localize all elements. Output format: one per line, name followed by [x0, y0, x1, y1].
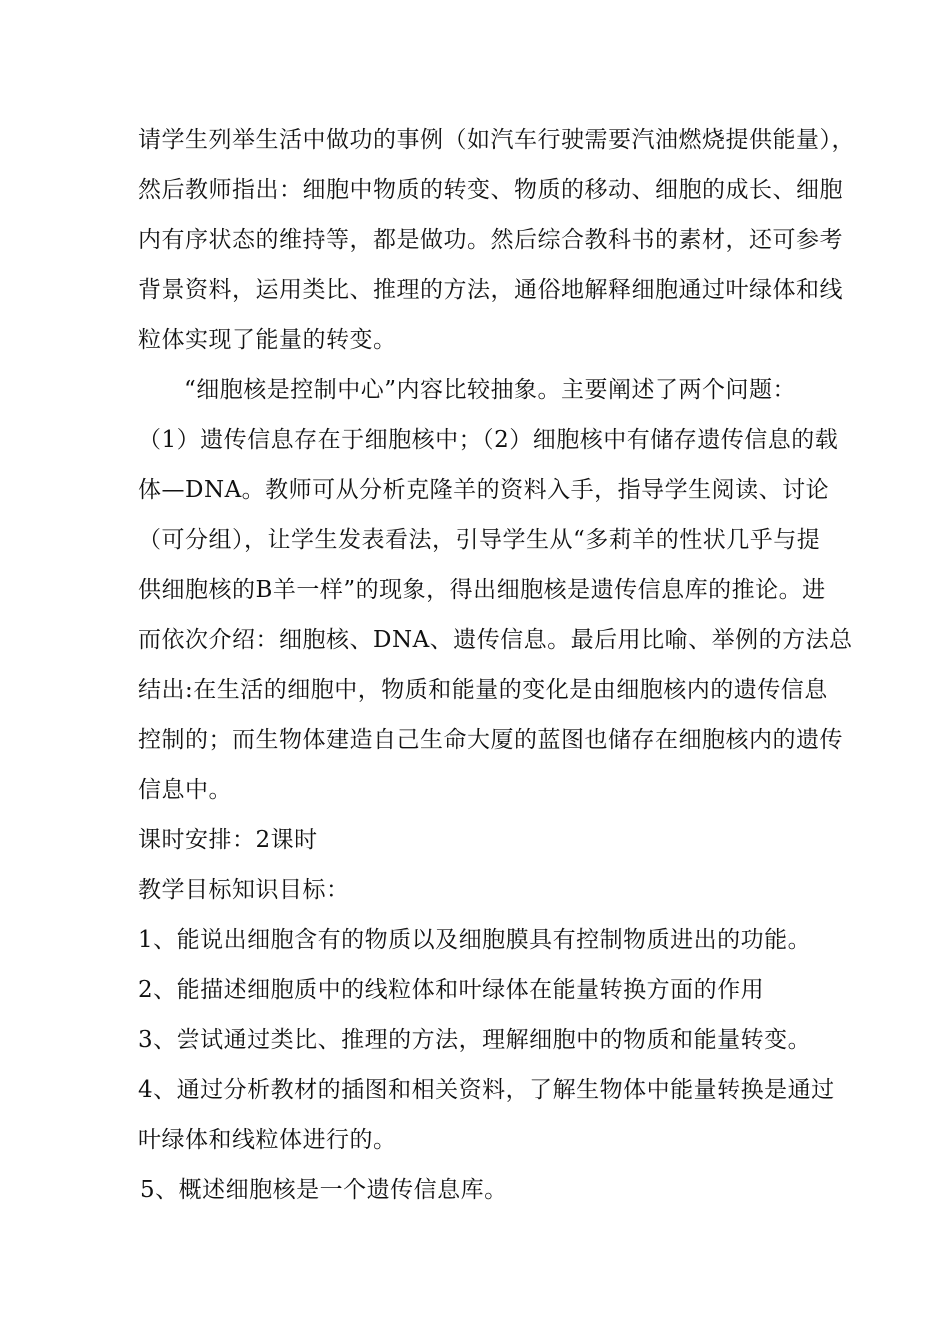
- paragraph-1-line-3: 内有序状态的维持等，都是做功。然后综合教科书的素材，还可参考: [138, 227, 843, 253]
- objective-item-4-line-2: 叶绿体和线粒体进行的。: [138, 1127, 397, 1153]
- objective-item-5: 5、概述细胞核是一个遗传信息库。: [140, 1177, 508, 1203]
- paragraph-2-line-3: 体—DNA。教师可从分析克隆羊的资料入手，指导学生阅读、讨论: [138, 477, 830, 503]
- paragraph-2-line-1: “细胞核是控制中心”内容比较抽象。主要阐述了两个问题：: [184, 377, 797, 403]
- paragraph-2-line-8: 控制的；而生物体建造自己生命大厦的蓝图也储存在细胞核内的遗传: [138, 727, 843, 753]
- paragraph-2-line-7: 结出:在生活的细胞中，物质和能量的变化是由细胞核内的遗传信息: [138, 677, 828, 703]
- objective-item-3: 3、尝试通过类比、推理的方法，理解细胞中的物质和能量转变。: [138, 1027, 812, 1053]
- objective-item-4-line-1: 4、通过分析教材的插图和相关资料，了解生物体中能量转换是通过: [138, 1077, 835, 1103]
- paragraph-1-line-4: 背景资料，运用类比、推理的方法，通俗地解释细胞通过叶绿体和线: [138, 277, 843, 303]
- paragraph-2-line-2: （1）遗传信息存在于细胞核中；（2）细胞核中有储存遗传信息的载: [138, 427, 839, 453]
- paragraph-1-line-5: 粒体实现了能量的转变。: [138, 327, 397, 353]
- objectives-heading: 教学目标知识目标：: [138, 877, 350, 903]
- paragraph-2-line-6: 而依次介绍：细胞核、DNA、遗传信息。最后用比喻、举例的方法总: [138, 627, 853, 653]
- paragraph-1-line-2: 然后教师指出：细胞中物质的转变、物质的移动、细胞的成长、细胞: [138, 177, 843, 203]
- class-schedule: 课时安排：2课时: [138, 827, 318, 853]
- objective-item-2: 2、能描述细胞质中的线粒体和叶绿体在能量转换方面的作用: [138, 977, 765, 1003]
- paragraph-1-line-1: 请学生列举生活中做功的事例（如汽车行驶需要汽油燃烧提供能量），: [138, 127, 855, 153]
- paragraph-2-line-4: （可分组），让学生发表看法，引导学生从“多莉羊的性状几乎与提: [138, 527, 821, 553]
- paragraph-2-line-5: 供细胞核的B羊一样”的现象，得出细胞核是遗传信息库的推论。进: [138, 577, 826, 603]
- objective-item-1: 1、能说出细胞含有的物质以及细胞膜具有控制物质进出的功能。: [138, 927, 812, 953]
- paragraph-2-line-9: 信息中。: [138, 777, 232, 803]
